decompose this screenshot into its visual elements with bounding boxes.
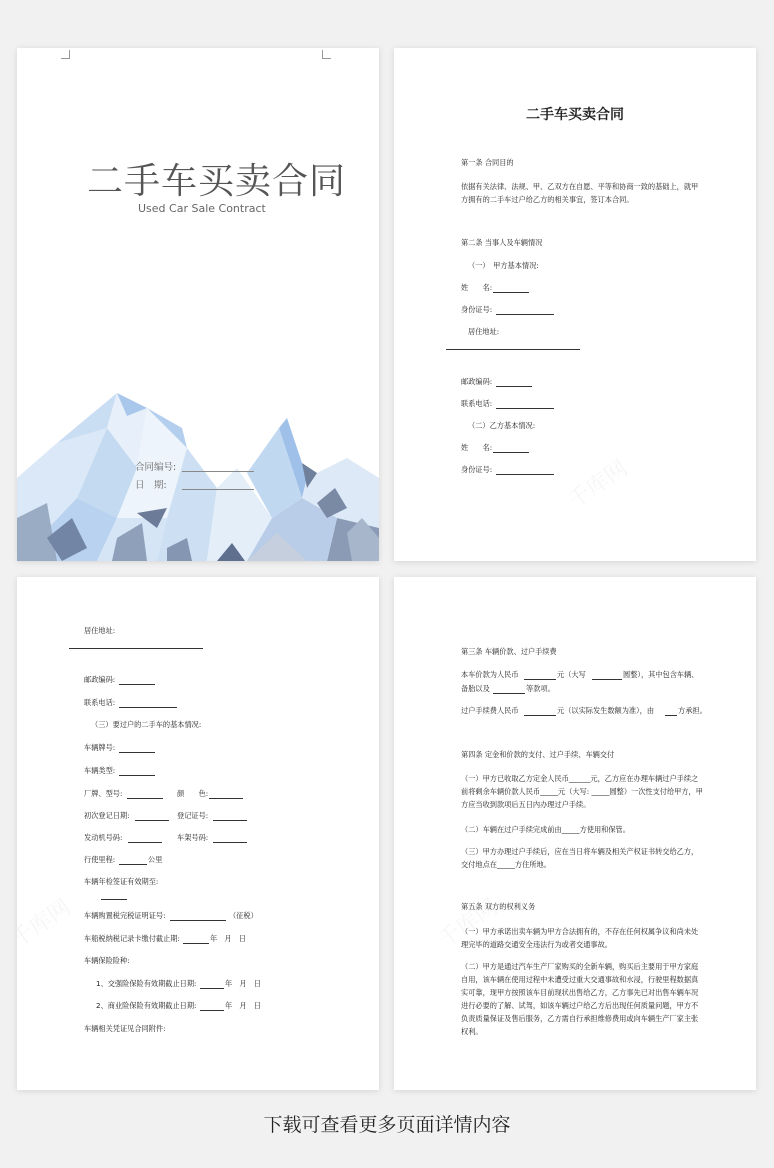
text-run: 圆整），其中包含车辆、 xyxy=(623,670,699,679)
contract-no-line xyxy=(182,471,254,472)
field-label: （一） 甲方基本情况: xyxy=(468,261,539,270)
field-label: 联系电话: xyxy=(461,399,493,408)
blank-line xyxy=(496,474,554,475)
blank-line xyxy=(183,943,209,944)
watermark xyxy=(17,891,76,954)
blank-line xyxy=(69,648,203,649)
field-label: 邮政编码: xyxy=(84,675,116,684)
paragraph: （一）甲方已收取乙方定金人民币______元，乙方应在办理车辆过户手续之前将剩余车辆价款人民币_____元（大写: _____圆整）一次性支付给甲方，甲方应当收到款项后五日内办理过户手续。 xyxy=(461,774,703,809)
field-label: 发动机号码: xyxy=(84,833,123,842)
cover-subtitle: Used Car Sale Contract xyxy=(138,202,266,215)
section-heading: 第一条 合同目的 xyxy=(461,158,514,167)
blank-line xyxy=(119,752,155,753)
field-label: 登记证号: xyxy=(177,811,209,820)
date-suffix: 年 月 日 xyxy=(225,979,261,988)
field-suffix: （征税） xyxy=(229,911,258,920)
paragraph: （三）甲方办理过户手续后，应在当日将车辆及相关产权证书转交给乙方，交付地点在_____方住所地。 xyxy=(461,847,699,869)
field-label: 车辆相关凭证见合同附件: xyxy=(84,1024,166,1033)
section-heading: （三）要过户的二手车的基本情况: xyxy=(91,720,202,729)
blank-line xyxy=(119,864,147,865)
blank-line xyxy=(665,715,677,716)
field-label: 身份证号: xyxy=(461,305,493,314)
polygon-mountain-graphic xyxy=(17,48,379,561)
field-label: 车辆购置税完税证明证号: xyxy=(84,911,166,920)
field-label: 车辆年检签证有效期至: xyxy=(84,877,159,886)
contract-page-2 xyxy=(17,577,379,1090)
field-label: 姓 名: xyxy=(461,283,493,292)
text-run: 本车价款为人民币 xyxy=(461,670,519,679)
field-label: 身份证号: xyxy=(461,465,493,474)
paragraph: （二）车辆在过户手续完成前由_____方使用和保管。 xyxy=(461,825,630,834)
date-label: 日 期: xyxy=(135,480,167,491)
blank-line xyxy=(493,452,529,453)
text-run: 备胎以及 xyxy=(461,684,490,693)
text-run: 方承担。 xyxy=(678,706,707,715)
blank-line xyxy=(496,386,532,387)
blank-line xyxy=(493,292,529,293)
field-label: 居住地址: xyxy=(84,626,116,635)
blank-line xyxy=(127,798,163,799)
download-caption[interactable]: 下载可查看更多页面详情内容 xyxy=(263,1114,511,1136)
cover-page xyxy=(17,48,379,561)
field-label: 颜 色: xyxy=(177,789,209,798)
blank-line xyxy=(119,684,155,685)
date-suffix: 年 月 日 xyxy=(225,1001,261,1010)
field-label: 初次登记日期: xyxy=(84,811,130,820)
cover-title: 二手车买卖合同 xyxy=(87,161,347,202)
blank-line xyxy=(524,679,556,680)
blank-line xyxy=(493,693,525,694)
field-label: 姓 名: xyxy=(461,443,493,452)
paragraph: （二）甲方是通过汽车生产厂家购买的全新车辆，购买后主要用于甲方家庭自用，该车辆在使用过程中未遭受过重大交通事故和水浸，行驶里程数据真实可靠，现甲方按照该车目前现状出售给乙方，乙方事先已对出售车辆车况进行必要的了解、试驾，如该车辆过户给乙方后出现任何质量问题，甲方不负责质量保证及售后服务，乙方需自行承担维修费用或向车辆生产厂家主张权利。 xyxy=(461,962,699,1036)
blank-line xyxy=(592,679,622,680)
field-label: 1、交强险保险有效期截止日期: xyxy=(96,979,197,988)
blank-line xyxy=(213,820,247,821)
blank-line xyxy=(101,899,127,900)
blank-line xyxy=(209,798,243,799)
blank-line xyxy=(213,842,247,843)
field-label: 邮政编码: xyxy=(461,377,493,386)
date-suffix: 年 月 日 xyxy=(210,934,246,943)
contract-no-label: 合同编号: xyxy=(135,462,177,473)
blank-line xyxy=(496,408,554,409)
field-label: 2、商业险保险有效期截止日期: xyxy=(96,1001,197,1010)
field-label: 车辆牌号: xyxy=(84,743,116,752)
text-run: 元（大写 xyxy=(557,670,586,679)
blank-line xyxy=(119,775,155,776)
paragraph: 依据有关法律、法规、甲、乙双方在自愿、平等和协商一致的基础上，就甲方拥有的二手车过户给乙方的相关事宜，签订本合同。 xyxy=(461,182,699,204)
watermark xyxy=(561,452,633,515)
section-heading: 第四条 定金和价款的支付、过户手续、车辆交付 xyxy=(461,750,615,759)
unit-label: 公里 xyxy=(148,855,163,864)
contract-page-1 xyxy=(394,48,756,561)
field-label: 居住地址: xyxy=(468,327,500,336)
section-heading: 第五条 双方的权利义务 xyxy=(461,902,536,911)
field-label: 联系电话: xyxy=(84,698,116,707)
page-title: 二手车买卖合同 xyxy=(526,107,624,123)
blank-line xyxy=(446,349,580,350)
field-label: 车架号码: xyxy=(177,833,209,842)
text-run: 元（以实际发生数额为准），由 xyxy=(557,706,655,715)
section-heading: 第二条 当事人及车辆情况 xyxy=(461,238,543,247)
blank-line xyxy=(200,988,224,989)
field-label: （二）乙方基本情况: xyxy=(468,421,536,430)
field-label: 厂牌、型号: xyxy=(84,789,123,798)
blank-line xyxy=(496,314,554,315)
text-run: 等款项。 xyxy=(526,684,555,693)
date-line xyxy=(182,489,254,490)
blank-line xyxy=(128,842,162,843)
field-label: 行使里程: xyxy=(84,855,116,864)
blank-line xyxy=(170,920,226,921)
contract-page-3 xyxy=(394,577,756,1090)
text-run: 过户手续费人民币 xyxy=(461,706,519,715)
field-label: 车船税纳税记录卡缴付截止期: xyxy=(84,934,180,943)
field-label: 车辆类型: xyxy=(84,766,116,775)
field-label: 车辆保险险种: xyxy=(84,956,130,965)
blank-line xyxy=(524,715,556,716)
section-heading: 第三条 车辆价款、过户手续费 xyxy=(461,647,557,656)
paragraph: （一）甲方承诺出卖车辆为甲方合法拥有的，不存在任何权属争议和尚未处理完毕的道路交通安全违法行为或者交通事故。 xyxy=(461,927,699,949)
blank-line xyxy=(200,1010,224,1011)
blank-line xyxy=(119,707,177,708)
blank-line xyxy=(135,820,169,821)
